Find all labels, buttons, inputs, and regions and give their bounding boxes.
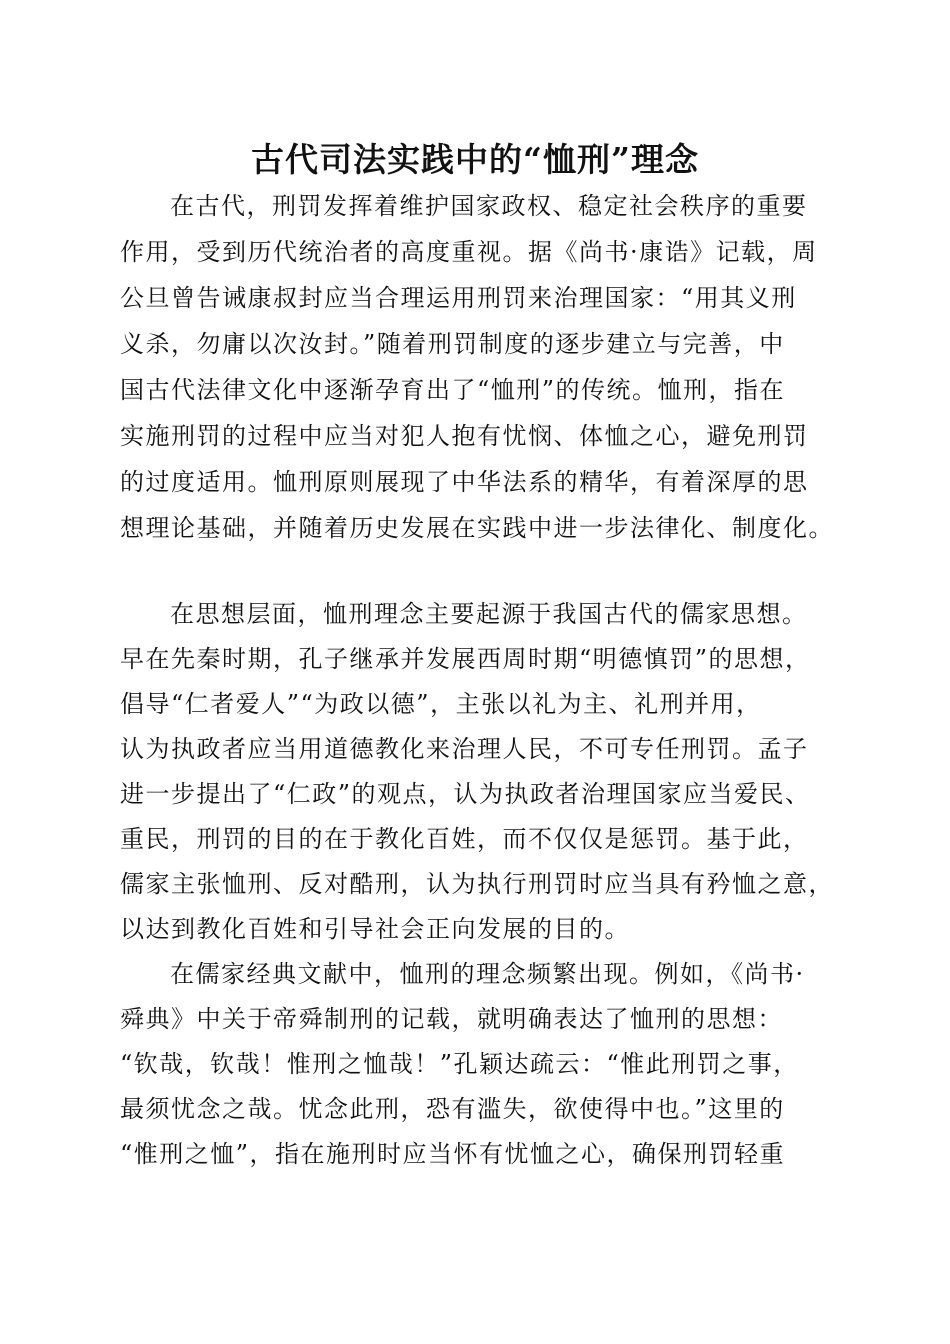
paragraph-1-line-1: 在古代，刑罚发挥着维护国家政权、稳定社会秩序的重要 (170, 192, 808, 220)
paragraph-1-line-7: 的过度适用。恤刑原则展现了中华法系的精华，有着深厚的思 (120, 468, 809, 496)
paragraph-1-line-5: 国古代法律文化中逐渐孕育出了“恤刑”的传统。恤刑，指在 (120, 376, 786, 404)
paragraph-2-line-1: 在思想层面，恤刑理念主要起源于我国古代的儒家思想。 (170, 600, 808, 628)
paragraph-3-line-3: “钦哉，钦哉！惟刑之恤哉！”孔颖达疏云：“惟此刑罚之事， (120, 1050, 799, 1078)
paragraph-3-line-2: 舜典》中关于帝舜制刑的记载，就明确表达了恤刑的思想： (120, 1005, 783, 1033)
paragraph-3-line-1: 在儒家经典文献中，恤刑的理念频繁出现。例如，《尚书· (170, 960, 805, 988)
paragraph-2-line-7: 儒家主张恤刑、反对酷刑，认为执行刑罚时应当具有矜恤之意， (120, 870, 834, 898)
paragraph-1-line-8: 想理论基础，并随着历史发展在实践中进一步法律化、制度化。 (120, 514, 834, 542)
paragraph-1-line-3: 公旦曾告诫康叔封应当合理运用刑罚来治理国家：“用其义刑 (120, 284, 797, 312)
paragraph-2-line-8: 以达到教化百姓和引导社会正向发展的目的。 (120, 915, 630, 943)
paragraph-2-line-6: 重民，刑罚的目的在于教化百姓，而不仅仅是惩罚。基于此， (120, 825, 809, 853)
paragraph-1-line-6: 实施刑罚的过程中应当对犯人抱有忧悯、体恤之心，避免刑罚 (120, 422, 809, 450)
paragraph-2-line-3: 倡导“仁者爱人”“为政以德”，主张以礼为主、礼刑并用， (120, 690, 762, 718)
paragraph-2-line-4: 认为执政者应当用道德教化来治理人民，不可专任刑罚。孟子 (120, 735, 809, 763)
paragraph-2-line-2: 早在先秦时期，孔子继承并发展西周时期“明德慎罚”的思想， (120, 645, 811, 673)
paragraph-1-line-2: 作用，受到历代统治者的高度重视。据《尚书·康诰》记载，周 (120, 238, 818, 266)
paragraph-3-line-5: “惟刑之恤”，指在施刑时应当怀有忧恤之心，确保刑罚轻重 (120, 1140, 786, 1168)
paragraph-2-line-5: 进一步提出了“仁政”的观点，认为执政者治理国家应当爱民、 (120, 780, 811, 808)
paragraph-1-line-4: 义杀，勿庸以次汝封。”随着刑罚制度的逐步建立与完善，中 (120, 330, 785, 358)
paragraph-3-line-4: 最须忧念之哉。忧念此刑，恐有滥失，欲使得中也。”这里的 (120, 1095, 785, 1123)
document-title: 古代司法实践中的“恤刑”理念 (251, 140, 699, 179)
